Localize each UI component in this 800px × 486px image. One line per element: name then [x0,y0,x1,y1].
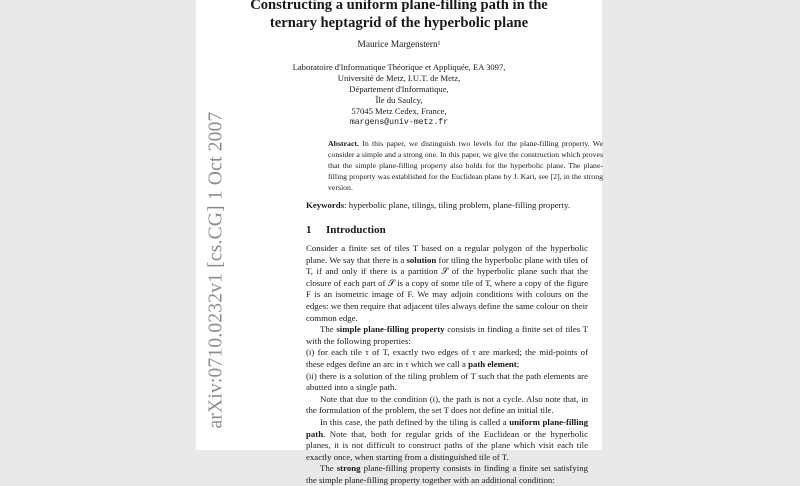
section-title: Introduction [326,224,386,236]
paragraph: Note that due to the condition (i), the path is not a cycle. Also note that, in the formulation of the problem, the set T does not define an initial tile. [306,393,588,416]
keywords-text: : hyperbolic plane, tilings, tiling problem, plane-filling property. [344,200,571,210]
author-email: margens@univ-metz.fr [349,118,449,127]
list-item: (i) for each tile τ of T, exactly two edges of τ are marked; the mid-points of these edges define an arc in τ which we call a path element; [306,347,588,369]
keywords-label: Keywords [306,200,345,210]
abstract [328,138,603,193]
abstract-text: In this paper, we distinguish two levels for the plane-filling property. We consider a simple and a strong one. In this paper, we give the construction which proves that the simple plane-filling property also holds for the hyperbolic plane. The plane-filling property was established for the Euclidean plane by J. Kari, see [2], in the strong version. [328,139,604,192]
paper-content-lower [196,0,604,485]
title-line-2: ternary heptagrid of the hyperbolic plane [269,15,529,31]
affiliation-line: Laboratoire d'Informatique Théorique et Appliquée, EA 3097, [292,62,506,72]
section-heading [306,224,386,236]
affiliation-line: Département d'Informatique, [349,84,449,94]
arxiv-id: arXiv:0710.0232v1 [cs.CG] 1 Oct 2007 [205,111,226,429]
paragraph: The simple plane-filling property consists in finding a finite set of tiles T with the following properties: [306,324,588,346]
paragraph: In this case, the path defined by the tiling is called a uniform plane-filling path. Note that, both for regular grids of the Euclidean or the hyperbolic planes, it is not difficult to construct paths of the plane which visit each tile exactly once, when starting from a distinguished tile of T. [306,416,588,462]
affiliation-line: Île du Saulcy, [375,95,423,105]
keywords [306,200,570,210]
list-item: (ii) there is a solution of the tiling problem of T such that the path elements are abutted into a single path. [306,370,588,393]
paragraph: The strong plane-filling property consists in finding a finite set satisfying the simple plane-filling property together with an additional condition: [306,463,588,485]
affiliation-line: Université de Metz, I.U.T. de Metz, [337,73,461,83]
paragraph: Consider a finite set of tiles T based on a regular polygon of the hyperbolic plane. We say that there is a solution for tiling the hyperbolic plane with tiles of T, if and only if there is a partition 𝒮 of the hyperbolic plane such that the closure of each part of 𝒮 is a copy of some tile of T, where a copy of the figure F is an isometric image of F. We may adjoin conditions with colours on the edges: we then require that adjacent tiles always define the same colour on their common edge. [306,243,588,323]
section-number: 1 [306,224,312,236]
abstract-label: Abstract. [328,139,359,148]
author-name: Maurice Margenstern¹ [357,40,441,50]
body-text [306,243,588,486]
title-line-1: Constructing a uniform plane-filling path in the [250,0,548,13]
affiliation-line: 57045 Metz Cedex, France, [351,106,447,116]
